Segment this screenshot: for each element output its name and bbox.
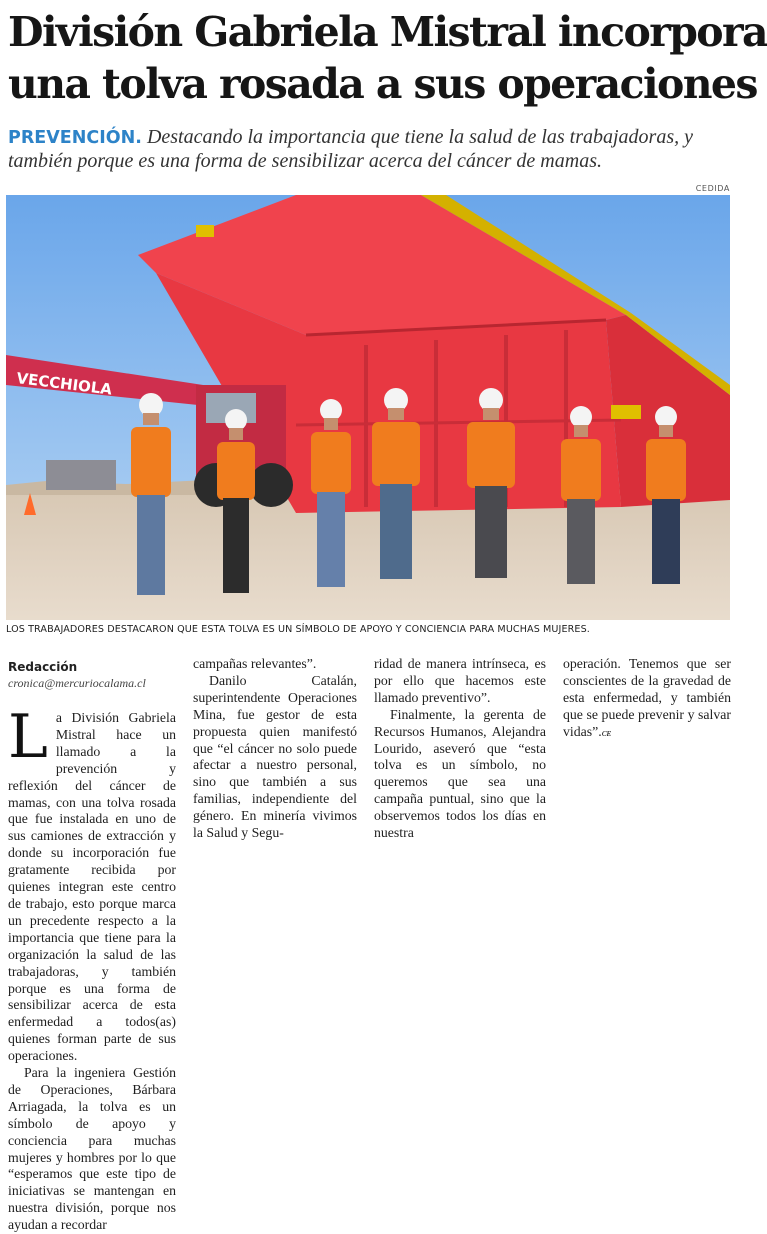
lede: [8, 126, 732, 173]
paragraph: a División Gabriela Mistral hace un llamado a la prevención y reflexión del cáncer de mamas, con una tolva rosada que fue instalada en uno de sus camiones de extracción y donde su incorporación fue gratamente recibida por quienes integran este centro de trabajo, esto porque marca un precedente respecto a la importancia que tiene para la organización la salud de las trabajadoras, y también porque es una forma de sensibilizar acerca de esta enfermedad a todos(as) quienes forman parte de sus operaciones.: [8, 710, 176, 1064]
article-column-4: [563, 656, 731, 742]
headline-line-1: División Gabriela Mistral incorpora: [8, 8, 767, 56]
end-mark: ᴄᴇ: [601, 726, 611, 739]
paragraph: campañas relevantes”.: [193, 656, 317, 671]
byline: [8, 660, 146, 691]
byline-author: Redacción: [8, 660, 78, 674]
paragraph: Finalmente, la gerenta de Recursos Humanos, Alejandra Lourido, aseveró que “esta tolva es un símbolo, no queremos que sea una campaña puntual, sino que la observemos todos los días en nuestra: [374, 706, 546, 841]
headline: [8, 6, 767, 110]
paragraph: [563, 656, 731, 742]
photo-illustration: [6, 195, 730, 620]
article-column-1: [8, 702, 176, 1234]
crane-brand-text: VECCHIOLA: [15, 369, 113, 399]
paragraph: ridad de manera intrínseca, es por ello que hacemos este llamado preventivo”.: [374, 656, 546, 705]
paragraph: Danilo Catalán, superintendente Operaciones Mina, fue gestor de esta propuesta quien manifestó que “el cáncer no solo puede afectar a nuestro personal, sino que también a sus familias, independiente del género. En minería vivimos la Salud y Segu-: [193, 672, 357, 841]
headline-line-2: una tolva rosada a sus operaciones: [8, 60, 757, 108]
photo-caption: LOS TRABAJADORES DESTACARON QUE ESTA TOLVA ES UN SÍMBOLO DE APOYO Y CONCIENCIA PARA MUCHAS MUJERES.: [6, 624, 590, 635]
photo-credit: CEDIDA: [695, 184, 730, 193]
article-photo: [6, 195, 730, 620]
byline-email: cronica@mercuriocalama.cl: [8, 676, 146, 690]
lede-label: PREVENCIÓN.: [8, 128, 142, 148]
article-column-3: [374, 656, 546, 842]
paragraph: Para la ingeniera Gestión de Operaciones, Bárbara Arriagada, la tolva es un símbolo de apoyo y conciencia para muchas mujeres y hombres por lo que “esperamos que este tipo de iniciativas se mantengan en nuestra división, porque nos ayudan a recordar: [8, 1065, 176, 1233]
lede-text: Destacando la importancia que tiene la salud de las trabajadoras, y también porque es una forma de sensibilizar acerca del cáncer de mamas.: [8, 126, 694, 172]
article-column-2: [193, 656, 357, 842]
drop-cap: L: [8, 702, 48, 772]
paragraph-text: operación. Tenemos que ser conscientes de la gravedad de esta enfermedad, y también que se puede prevenir y salvar vidas”.: [563, 656, 731, 739]
